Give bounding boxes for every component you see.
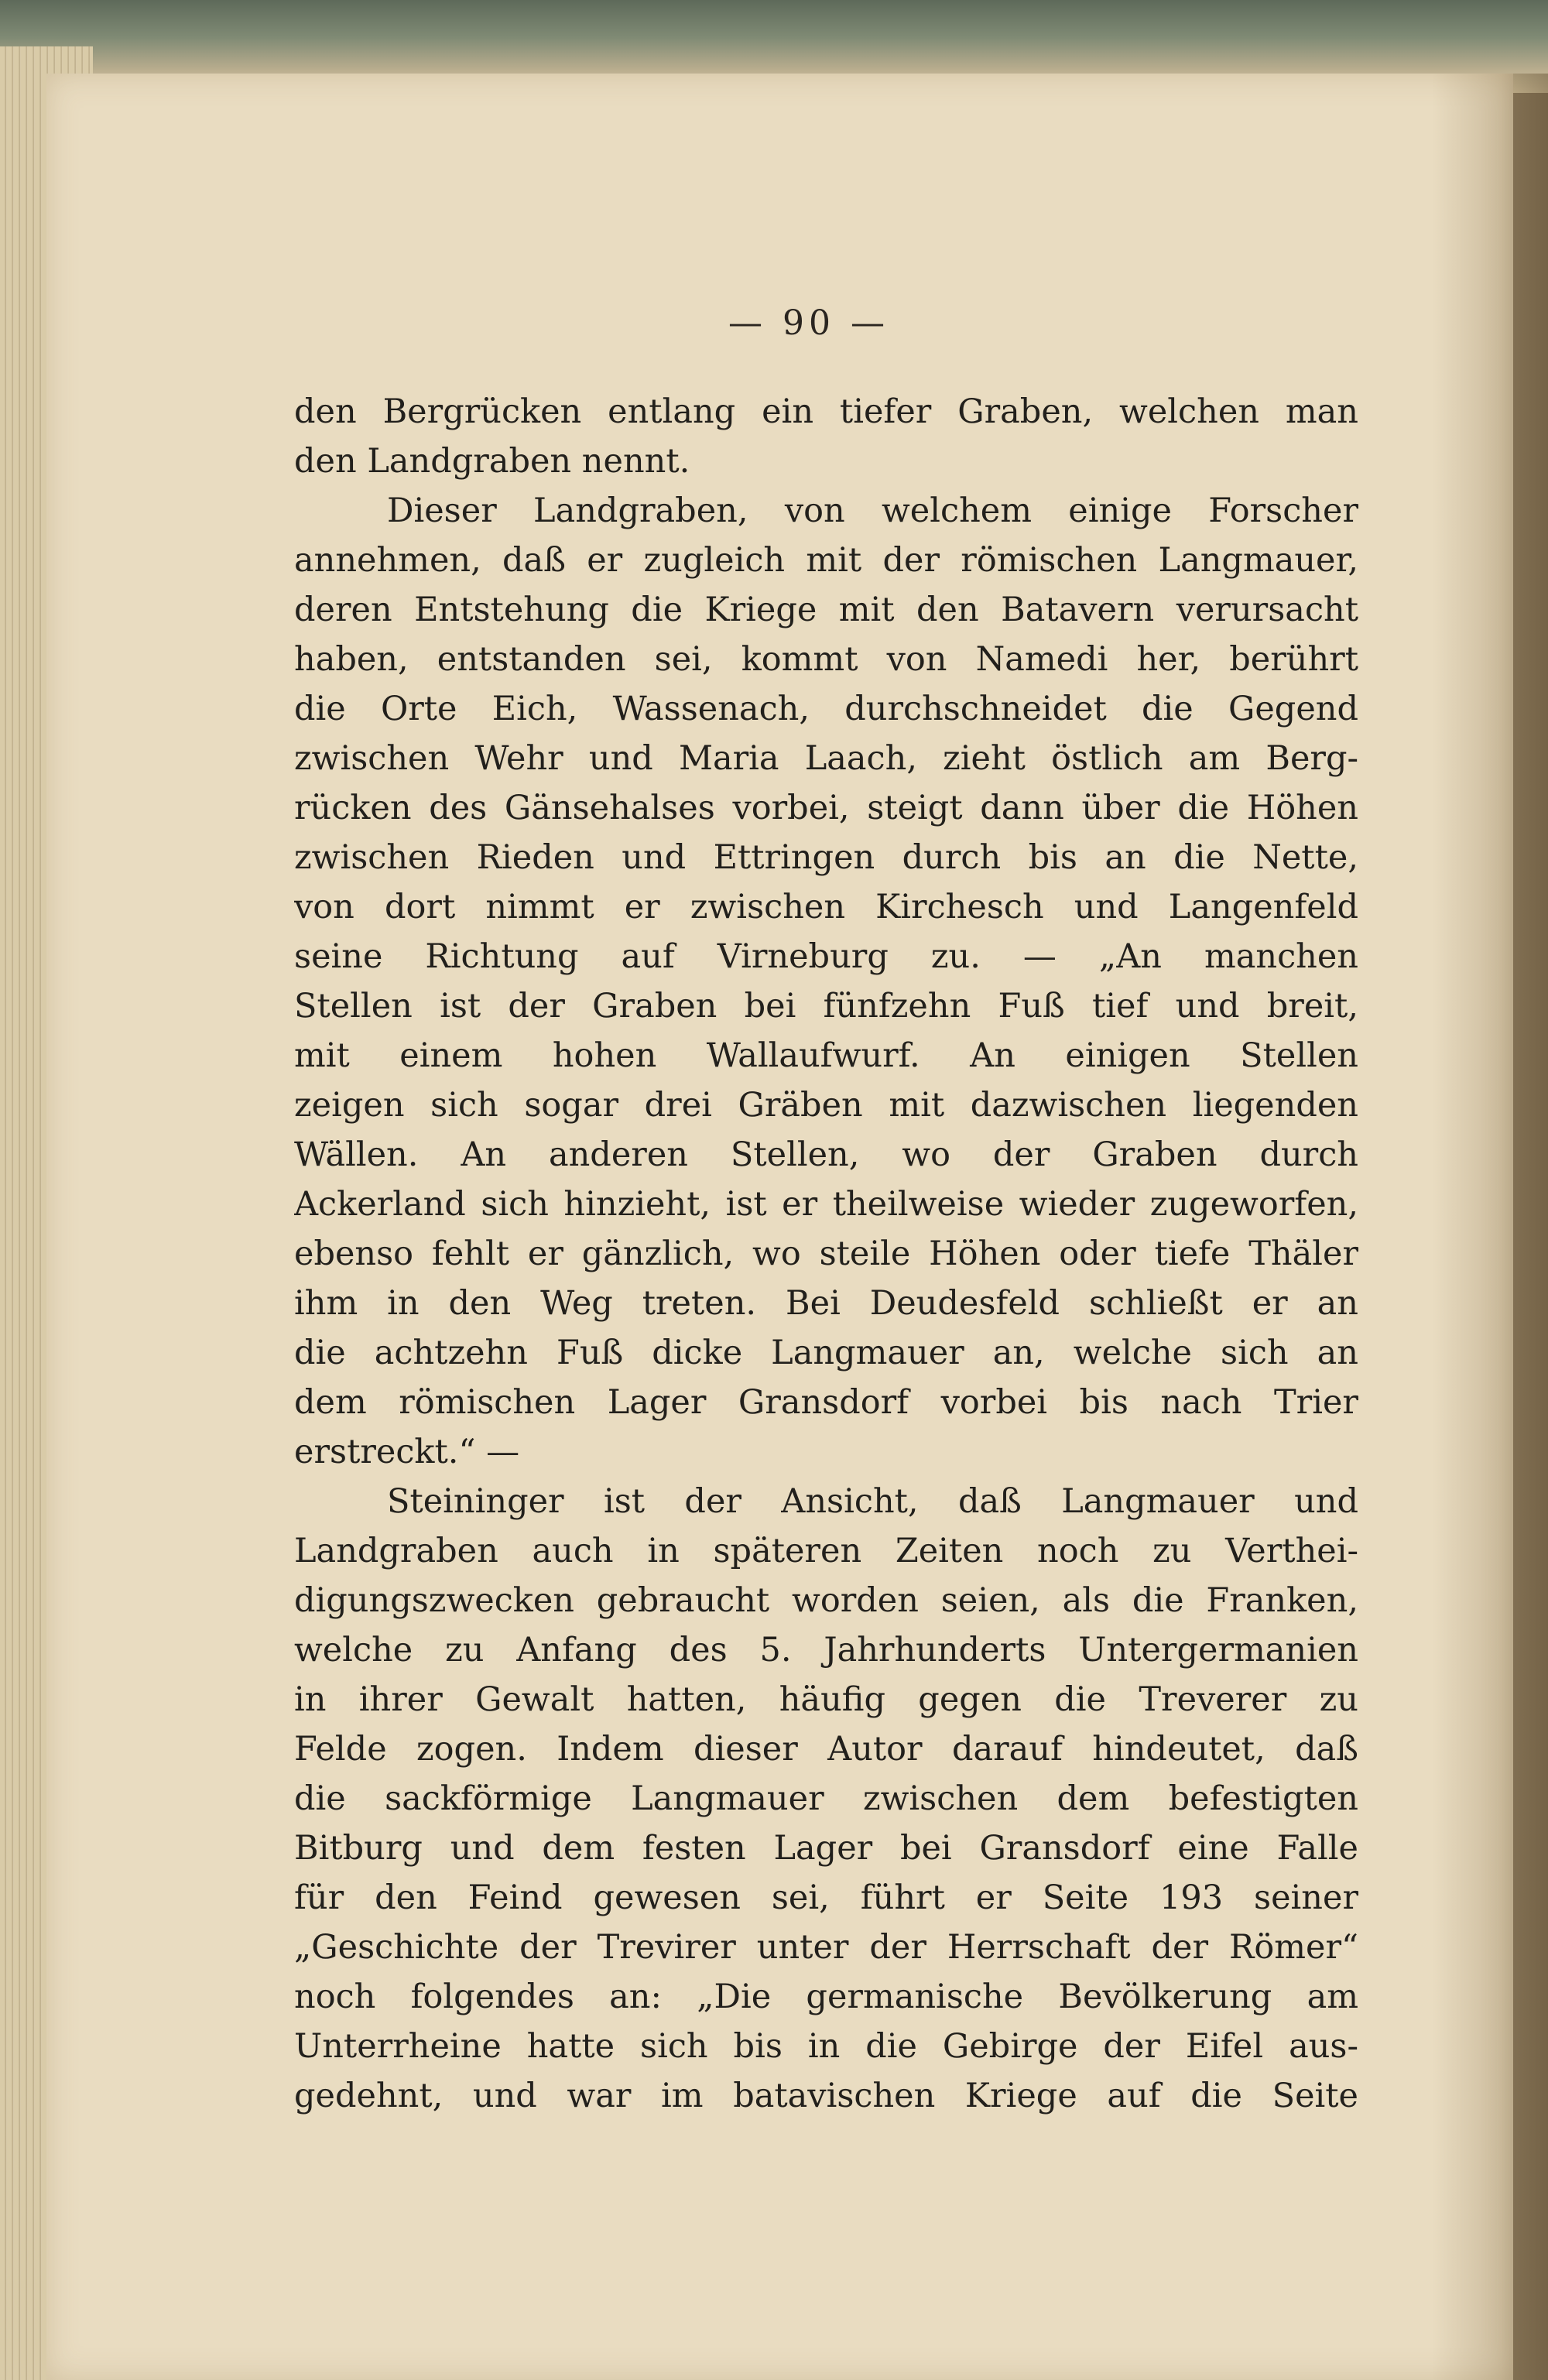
text-line: Ackerland sich hinzieht, ist er theilweise wieder zugeworfen, [294, 1185, 1358, 1224]
text-line: die sackförmige Langmauer zwischen dem befestigten [294, 1779, 1358, 1818]
text-line: ihm in den Weg treten. Bei Deudesfeld schließt er an [294, 1284, 1358, 1323]
text-line: noch folgendes an: „Die germanische Bevölkerung am [294, 1978, 1358, 2016]
text-line: Steininger ist der Ansicht, daß Langmauer und [387, 1482, 1358, 1521]
text-line: Bitburg und dem festen Lager bei Gransdorf eine Falle [294, 1829, 1358, 1868]
text-line: erstreckt.“ — [294, 1433, 520, 1471]
text-line: den Landgraben nennt. [294, 442, 690, 481]
text-line: „Geschichte der Trevirer unter der Herrschaft der Römer“ [294, 1928, 1358, 1967]
text-line: annehmen, daß er zugleich mit der römischen Langmauer, [294, 541, 1358, 580]
text-line: Stellen ist der Graben bei fünfzehn Fuß tief und breit, [294, 987, 1358, 1026]
page-gutter-shadow [1432, 74, 1548, 2380]
text-line: digungszwecken gebraucht worden seien, als die Franken, [294, 1581, 1358, 1620]
page-number: — 90 — [728, 303, 889, 343]
text-line: Felde zogen. Indem dieser Autor darauf hindeutet, daß [294, 1730, 1358, 1769]
text-line: haben, entstanden sei, kommt von Namedi her, berührt [294, 640, 1358, 679]
text-line: rücken des Gänsehalses vorbei, steigt dann über die Höhen [294, 789, 1358, 827]
text-line: seine Richtung auf Virneburg zu. — „An manchen [294, 937, 1358, 976]
text-line: für den Feind gewesen sei, führt er Seite 193 seiner [294, 1878, 1358, 1917]
text-line: zwischen Wehr und Maria Laach, zieht östlich am Berg- [294, 739, 1358, 778]
text-line: dem römischen Lager Gransdorf vorbei bis nach Trier [294, 1383, 1358, 1422]
text-line: von dort nimmt er zwischen Kirchesch und Langenfeld [294, 888, 1358, 926]
text-line: zeigen sich sogar drei Gräben mit dazwischen liegenden [294, 1086, 1358, 1125]
text-line: deren Entstehung die Kriege mit den Batavern verursacht [294, 591, 1358, 629]
text-line: ebenso fehlt er gänzlich, wo steile Höhen oder tiefe Thäler [294, 1235, 1358, 1273]
text-line: in ihrer Gewalt hatten, häufig gegen die Treverer zu [294, 1680, 1358, 1719]
text-line: mit einem hohen Wallaufwurf. An einigen Stellen [294, 1036, 1358, 1075]
text-line: den Bergrücken entlang ein tiefer Graben, welchen man [294, 392, 1358, 431]
text-line: die achtzehn Fuß dicke Langmauer an, welche sich an [294, 1334, 1358, 1372]
text-line: Dieser Landgraben, von welchem einige Forscher [387, 491, 1358, 530]
text-line: Landgraben auch in späteren Zeiten noch zu Verthei- [294, 1532, 1358, 1570]
text-line: gedehnt, und war im batavischen Kriege auf die Seite [294, 2077, 1358, 2115]
text-line: welche zu Anfang des 5. Jahrhunderts Untergermanien [294, 1631, 1358, 1669]
text-line: Unterrheine hatte sich bis in die Gebirge der Eifel aus- [294, 2027, 1358, 2066]
body-text [294, 387, 1358, 2121]
text-line: Wällen. An anderen Stellen, wo der Graben durch [294, 1135, 1358, 1174]
text-line: zwischen Rieden und Ettringen durch bis an die Nette, [294, 838, 1358, 877]
text-line: die Orte Eich, Wassenach, durchschneidet die Gegend [294, 690, 1358, 728]
